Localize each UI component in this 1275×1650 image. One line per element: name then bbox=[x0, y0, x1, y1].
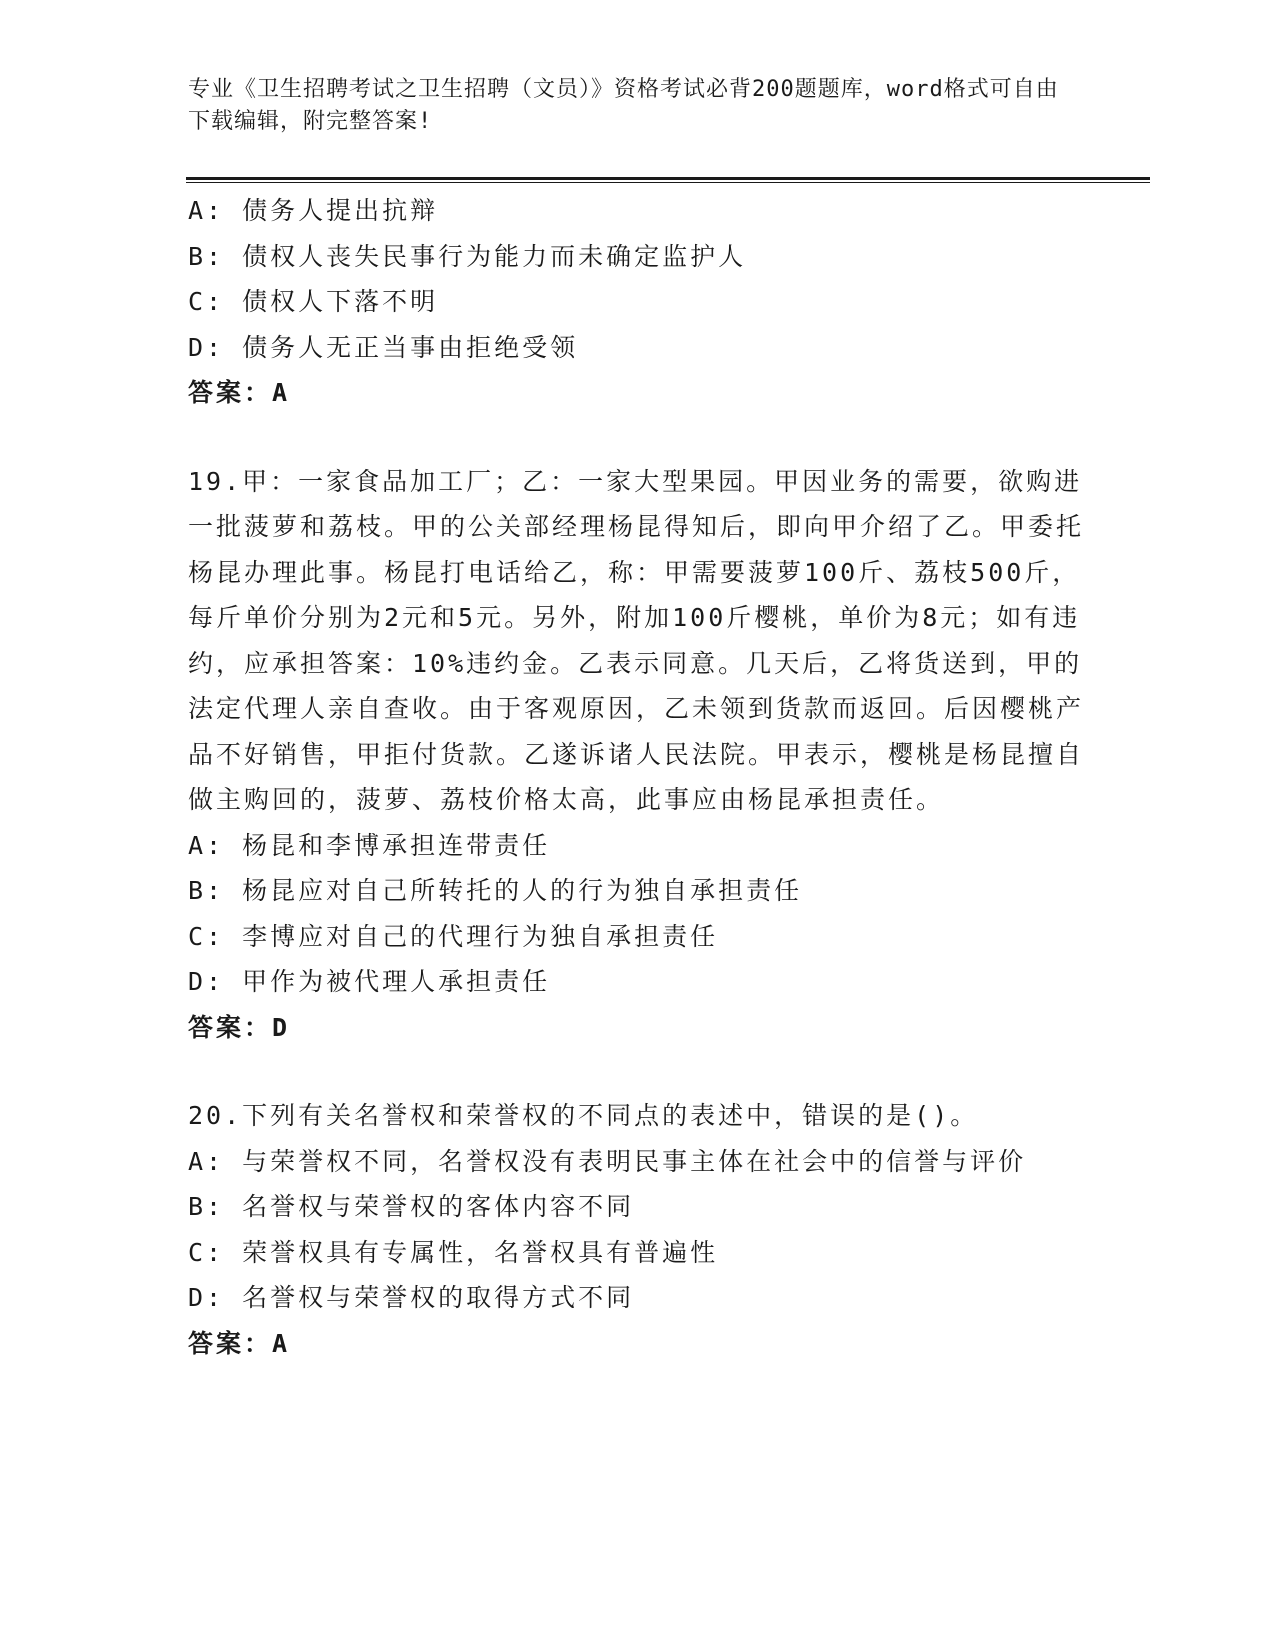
header-rule-thin bbox=[186, 182, 1150, 183]
header-rule-thick bbox=[186, 177, 1150, 180]
answer-line: 答案：A bbox=[188, 378, 291, 407]
question-block-18 bbox=[188, 188, 1088, 416]
answer-line: 答案：D bbox=[188, 1012, 291, 1042]
question-block-20 bbox=[188, 1093, 1088, 1366]
option-c: C: 李博应对自己的代理行为独自承担责任 bbox=[188, 921, 719, 951]
option-b: B: 名誉权与荣誉权的客体内容不同 bbox=[188, 1192, 635, 1221]
question-block-19 bbox=[188, 459, 1088, 1051]
question-stem: 19.甲：一家食品加工厂；乙：一家大型果园。甲因业务的需要，欲购进一批菠萝和荔枝。甲的公关部经理杨昆得知后，即向甲介绍了乙。甲委托杨昆办理此事。杨昆打电话给乙，称：甲需要菠萝100斤、荔枝500斤，每斤单价分别为2元和5元。另外，附加100斤樱桃，单价为8元；如有违约，应承担答案：10%违约金。乙表示同意。几天后，乙将货送到，甲的法定代理人亲自查收。由于客观原因，乙未领到货款而返回。后因樱桃产品不好销售，甲拒付货款。乙遂诉诸人民法院。甲表示，樱桃是杨昆擅自做主购回的，菠萝、荔枝价格太高，此事应由杨昆承担责任。 bbox=[188, 466, 1085, 814]
option-a: A: 债务人提出抗辩 bbox=[188, 196, 439, 225]
option-b: B: 债权人丧失民事行为能力而未确定监护人 bbox=[188, 241, 747, 271]
option-c: C: 荣誉权具有专属性，名誉权具有普遍性 bbox=[188, 1237, 719, 1267]
question-stem: 20.下列有关名誉权和荣誉权的不同点的表述中，错误的是()。 bbox=[188, 1101, 979, 1130]
option-d: D: 债务人无正当事由拒绝受领 bbox=[188, 332, 579, 362]
option-a: A: 与荣誉权不同，名誉权没有表明民事主体在社会中的信誉与评价 bbox=[188, 1146, 1027, 1176]
question-list bbox=[188, 188, 1088, 1366]
option-c: C: 债权人下落不明 bbox=[188, 287, 439, 316]
option-a: A: 杨昆和李博承担连带责任 bbox=[188, 830, 551, 860]
answer-line: 答案：A bbox=[188, 1328, 291, 1358]
option-b: B: 杨昆应对自己所转托的人的行为独自承担责任 bbox=[188, 876, 803, 905]
option-d: D: 甲作为被代理人承担责任 bbox=[188, 967, 551, 996]
document-header: 专业《卫生招聘考试之卫生招聘（文员）》资格考试必背200题题库，word格式可自由下载编辑，附完整答案! bbox=[188, 77, 1059, 134]
option-d: D: 名誉权与荣誉权的取得方式不同 bbox=[188, 1283, 635, 1312]
